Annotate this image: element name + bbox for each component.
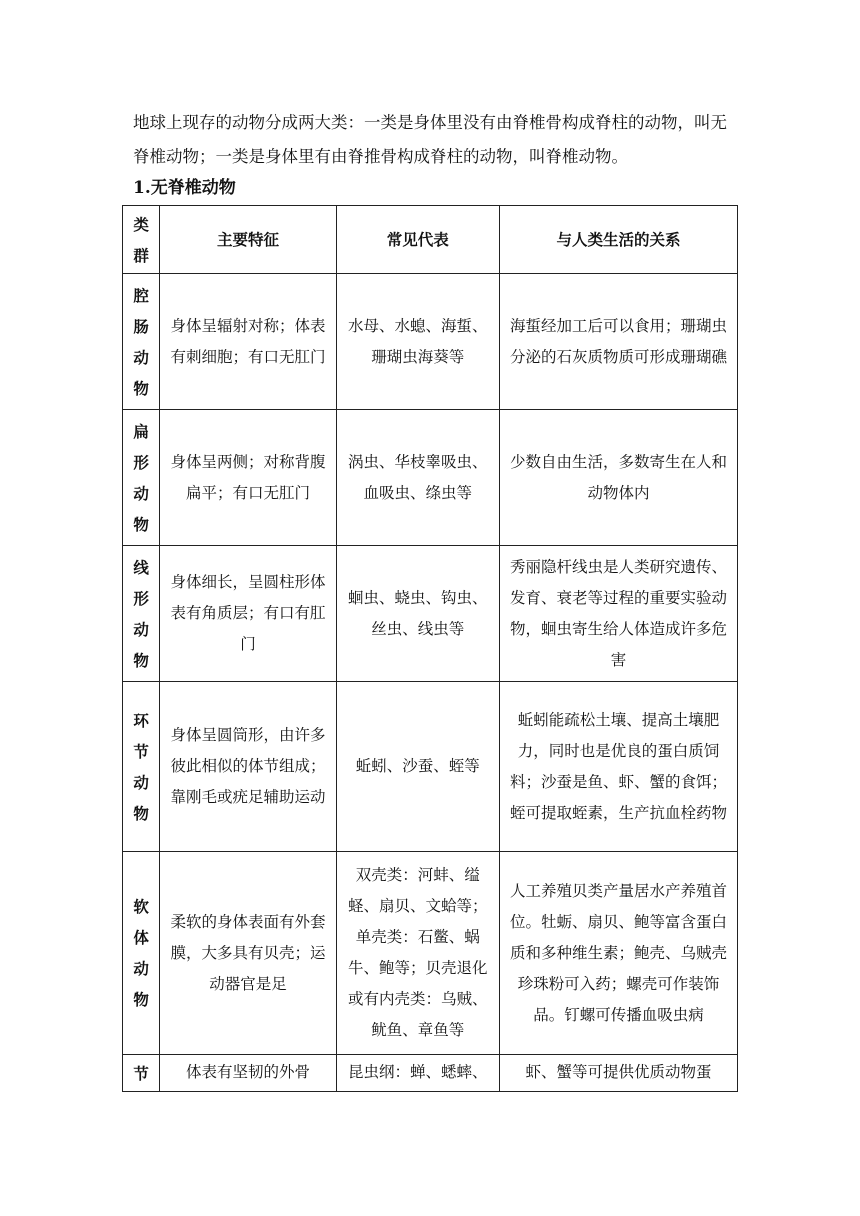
examples-cell: 双壳类：河蚌、缢蛏、扇贝、文蛤等；单壳类：石鳖、蜗牛、鲍等；贝壳退化或有内壳类：乌贼、鱿鱼、章鱼等 — [336, 852, 499, 1055]
group-cell: 环节动物 — [123, 682, 160, 852]
header-relation: 与人类生活的关系 — [499, 206, 737, 274]
examples-cell: 水母、水螅、海蜇、珊瑚虫海葵等 — [336, 274, 499, 410]
features-cell: 身体呈圆筒形，由许多彼此相似的体节组成；靠刚毛或疣足辅助运动 — [160, 682, 336, 852]
group-cell: 软体动物 — [123, 852, 160, 1055]
examples-cell: 昆虫纲：蝉、蟋蟀、 — [336, 1055, 499, 1092]
group-cell: 线形动物 — [123, 546, 160, 682]
features-cell: 身体呈辐射对称；体表有刺细胞；有口无肛门 — [160, 274, 336, 410]
header-group: 类群 — [123, 206, 160, 274]
group-cell: 扁形动物 — [123, 410, 160, 546]
relation-cell: 虾、蟹等可提供优质动物蛋 — [499, 1055, 737, 1092]
table-row — [123, 410, 738, 546]
features-cell: 柔软的身体表面有外套膜，大多具有贝壳；运动器官是足 — [160, 852, 336, 1055]
features-cell: 身体呈两侧；对称背腹扁平；有口无肛门 — [160, 410, 336, 546]
table-row — [123, 274, 738, 410]
header-row — [123, 206, 738, 274]
relation-cell: 海蜇经加工后可以食用；珊瑚虫分泌的石灰质物质可形成珊瑚礁 — [499, 274, 737, 410]
table-row — [123, 682, 738, 852]
examples-cell: 蛔虫、蛲虫、钩虫、丝虫、线虫等 — [336, 546, 499, 682]
intro-paragraph: 地球上现存的动物分成两大类：一类是身体里没有由脊椎骨构成脊柱的动物，叫无脊椎动物；一类是身体里有由脊推骨构成脊柱的动物，叫脊椎动物。 — [133, 113, 727, 166]
relation-cell: 蚯蚓能疏松土壤、提高土壤肥力，同时也是优良的蛋白质饲料；沙蚕是鱼、虾、蟹的食饵；蛭可提取蛭素，生产抗血栓药物 — [499, 682, 737, 852]
table-row — [123, 546, 738, 682]
features-cell: 身体细长，呈圆柱形体表有角质层；有口有肛门 — [160, 546, 336, 682]
invertebrate-table — [122, 205, 738, 1092]
header-examples: 常见代表 — [336, 206, 499, 274]
group-cell: 节 — [123, 1055, 160, 1092]
examples-cell: 涡虫、华枝睾吸虫、血吸虫、绦虫等 — [336, 410, 499, 546]
header-features: 主要特征 — [160, 206, 336, 274]
relation-cell: 人工养殖贝类产量居水产养殖首位。牡蛎、扇贝、鲍等富含蛋白质和多种维生素；鲍壳、乌贼壳珍珠粉可入药；螺壳可作装饰品。钉螺可传播血吸虫病 — [499, 852, 737, 1055]
relation-cell: 少数自由生活，多数寄生在人和动物体内 — [499, 410, 737, 546]
group-cell: 腔肠动物 — [123, 274, 160, 410]
table-row — [123, 1055, 738, 1092]
relation-cell: 秀丽隐杆线虫是人类研究遗传、发育、衰老等过程的重要实验动物，蛔虫寄生给人体造成许多危害 — [499, 546, 737, 682]
features-cell: 体表有坚韧的外骨 — [160, 1055, 336, 1092]
table-row — [123, 852, 738, 1055]
examples-cell: 蚯蚓、沙蚕、蛭等 — [336, 682, 499, 852]
section-title: 1.无脊椎动物 — [133, 178, 236, 198]
